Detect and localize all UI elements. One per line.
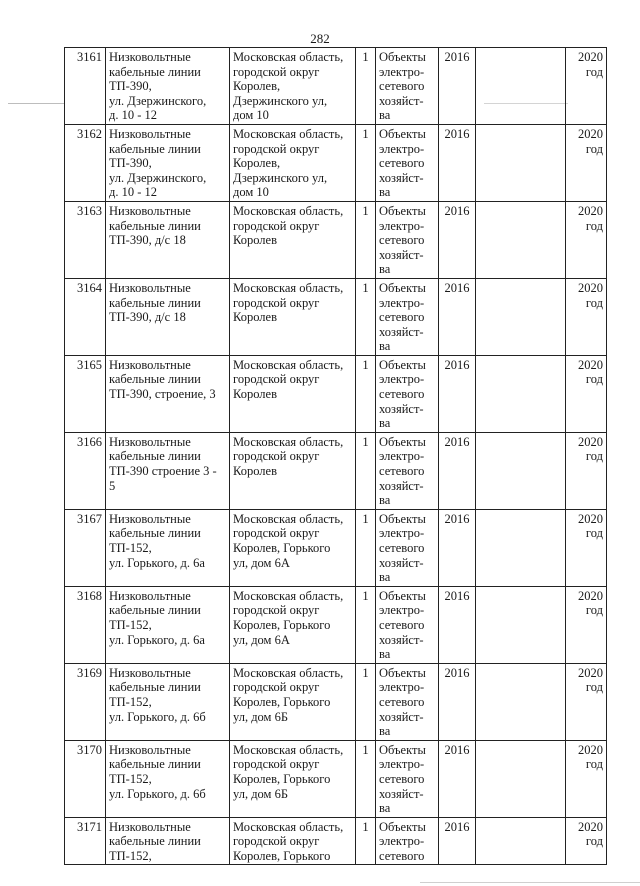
address-line: дом 10 xyxy=(233,185,269,200)
date-line: год xyxy=(585,834,603,849)
address-cell xyxy=(230,509,356,586)
year-cell: 2016 xyxy=(439,355,476,432)
object-name-line: кабельные линии xyxy=(109,64,201,79)
address-line: городской округ xyxy=(233,449,320,464)
date-line: 2020 xyxy=(578,665,603,680)
purpose-line: сетевого xyxy=(379,464,425,479)
purpose-cell xyxy=(376,201,439,278)
object-name-line: ул. Горького, д. 6а xyxy=(109,555,205,570)
quantity-cell: 1 xyxy=(356,48,376,125)
year-cell: 2016 xyxy=(439,817,476,865)
address-cell xyxy=(230,432,356,509)
address-line: городской округ xyxy=(233,141,320,156)
date-line: год xyxy=(585,372,603,387)
purpose-cell xyxy=(376,663,439,740)
purpose-line: электро- xyxy=(379,757,425,772)
table-row xyxy=(65,817,607,865)
date-line: 2020 xyxy=(578,819,603,834)
object-name-line: Низковольтные xyxy=(109,588,191,603)
quantity-cell: 1 xyxy=(356,278,376,355)
object-name-line: кабельные линии xyxy=(109,680,201,695)
address-cell xyxy=(230,817,356,865)
date-line: год xyxy=(585,757,603,772)
date-cell xyxy=(566,355,607,432)
year-cell: 2016 xyxy=(439,509,476,586)
address-line: Московская область, xyxy=(233,434,344,449)
purpose-line: электро- xyxy=(379,526,425,541)
date-cell xyxy=(566,586,607,663)
purpose-cell xyxy=(376,124,439,201)
object-name-cell xyxy=(106,509,230,586)
address-line: ул, дом 6А xyxy=(233,555,290,570)
object-name-line: кабельные линии xyxy=(109,834,201,849)
year-cell: 2016 xyxy=(439,663,476,740)
row-number-cell: 3162 xyxy=(65,124,106,201)
address-cell xyxy=(230,124,356,201)
address-cell xyxy=(230,740,356,817)
object-name-line: Низковольтные xyxy=(109,742,191,757)
object-name-line: кабельные линии xyxy=(109,218,201,233)
year-cell: 2016 xyxy=(439,432,476,509)
address-line: Московская область, xyxy=(233,357,344,372)
purpose-cell xyxy=(376,355,439,432)
purpose-line: Объекты xyxy=(379,50,426,64)
date-line: 2020 xyxy=(578,50,603,64)
object-name-line: Низковольтные xyxy=(109,434,191,449)
row-number-cell: 3164 xyxy=(65,278,106,355)
table-row xyxy=(65,201,607,278)
date-line: год xyxy=(585,141,603,156)
year-cell: 2016 xyxy=(439,278,476,355)
row-number-cell: 3166 xyxy=(65,432,106,509)
address-line: городской округ xyxy=(233,834,320,849)
purpose-line: сетевого xyxy=(379,79,425,94)
date-line: 2020 xyxy=(578,588,603,603)
purpose-line: электро- xyxy=(379,218,425,233)
purpose-line: электро- xyxy=(379,603,425,618)
date-cell xyxy=(566,740,607,817)
purpose-line: ва xyxy=(379,416,391,431)
address-line: городской округ xyxy=(233,603,320,618)
row-number-cell: 3170 xyxy=(65,740,106,817)
purpose-cell xyxy=(376,509,439,586)
address-line: Королев, Горького xyxy=(233,617,331,632)
object-name-line: ТП-152, xyxy=(109,771,152,786)
register-table xyxy=(64,47,607,865)
purpose-cell xyxy=(376,278,439,355)
object-name-line: кабельные линии xyxy=(109,372,201,387)
object-name-line: кабельные линии xyxy=(109,141,201,156)
object-name-line: Низковольтные xyxy=(109,126,191,141)
year-cell: 2016 xyxy=(439,586,476,663)
address-line: Дзержинского ул, xyxy=(233,93,328,108)
row-number-cell: 3165 xyxy=(65,355,106,432)
purpose-line: ва xyxy=(379,493,391,508)
object-name-line: Низковольтные xyxy=(109,357,191,372)
purpose-line: электро- xyxy=(379,372,425,387)
year-cell: 2016 xyxy=(439,124,476,201)
date-cell xyxy=(566,509,607,586)
object-name-line: д. 10 - 12 xyxy=(109,108,158,123)
date-line: год xyxy=(585,64,603,79)
purpose-line: хозяйст- xyxy=(379,324,424,339)
address-line: дом 10 xyxy=(233,108,269,123)
quantity-cell: 1 xyxy=(356,201,376,278)
quantity-cell: 1 xyxy=(356,663,376,740)
address-line: Королев, xyxy=(233,79,281,94)
object-name-line: ул. Горького, д. 6а xyxy=(109,632,205,647)
date-line: год xyxy=(585,680,603,695)
purpose-line: сетевого xyxy=(379,387,425,402)
date-line: год xyxy=(585,449,603,464)
object-name-cell xyxy=(106,201,230,278)
page-number: 282 xyxy=(310,31,330,46)
scan-artifact-line xyxy=(8,103,64,104)
purpose-line: хозяйст- xyxy=(379,555,424,570)
object-name-line: кабельные линии xyxy=(109,526,201,541)
year-cell: 2016 xyxy=(439,201,476,278)
object-name-line: ТП-390, xyxy=(109,79,152,94)
quantity-cell: 1 xyxy=(356,509,376,586)
row-number-cell: 3163 xyxy=(65,201,106,278)
object-name-cell xyxy=(106,663,230,740)
table-row xyxy=(65,355,607,432)
purpose-line: ва xyxy=(379,801,391,816)
purpose-line: хозяйст- xyxy=(379,247,424,262)
object-name-line: кабельные линии xyxy=(109,603,201,618)
purpose-cell xyxy=(376,48,439,125)
empty-cell xyxy=(476,817,566,865)
purpose-line: хозяйст- xyxy=(379,786,424,801)
object-name-cell xyxy=(106,432,230,509)
address-line: городской округ xyxy=(233,372,320,387)
empty-cell xyxy=(476,509,566,586)
address-cell xyxy=(230,201,356,278)
year-cell: 2016 xyxy=(439,48,476,125)
purpose-line: ва xyxy=(379,108,391,123)
address-line: ул, дом 6Б xyxy=(233,709,289,724)
address-line: городской округ xyxy=(233,757,320,772)
object-name-line: Низковольтные xyxy=(109,280,191,295)
date-line: 2020 xyxy=(578,434,603,449)
address-line: Королев, Горького xyxy=(233,541,331,555)
date-cell xyxy=(566,817,607,865)
purpose-line: Объекты xyxy=(379,665,426,680)
purpose-line: электро- xyxy=(379,834,425,849)
object-name-line: ТП-390, строение, 3 xyxy=(109,387,216,402)
purpose-line: Объекты xyxy=(379,588,426,603)
purpose-line: ва xyxy=(379,185,391,200)
address-line: Московская область, xyxy=(233,742,344,757)
date-cell xyxy=(566,278,607,355)
object-name-cell xyxy=(106,740,230,817)
purpose-line: хозяйст- xyxy=(379,709,424,724)
object-name-line: Низковольтные xyxy=(109,665,191,680)
purpose-line: Объекты xyxy=(379,511,426,526)
purpose-line: сетевого xyxy=(379,617,425,632)
purpose-cell xyxy=(376,432,439,509)
purpose-line: Объекты xyxy=(379,742,426,757)
object-name-line: ТП-152, xyxy=(109,694,152,709)
empty-cell xyxy=(476,278,566,355)
purpose-line: электро- xyxy=(379,680,425,695)
address-line: Московская область, xyxy=(233,588,344,603)
purpose-line: электро- xyxy=(379,64,425,79)
date-line: год xyxy=(585,218,603,233)
date-line: год xyxy=(585,603,603,618)
row-number-cell: 3161 xyxy=(65,48,106,125)
purpose-line: сетевого xyxy=(379,156,425,171)
quantity-cell: 1 xyxy=(356,817,376,865)
date-line: год xyxy=(585,526,603,541)
table-row xyxy=(65,278,607,355)
table-row xyxy=(65,124,607,201)
purpose-line: электро- xyxy=(379,141,425,156)
empty-cell xyxy=(476,663,566,740)
address-line: Королев xyxy=(233,310,277,325)
object-name-line: ТП-152, xyxy=(109,541,152,555)
address-cell xyxy=(230,355,356,432)
date-cell xyxy=(566,124,607,201)
object-name-cell xyxy=(106,278,230,355)
purpose-line: Объекты xyxy=(379,280,426,295)
quantity-cell: 1 xyxy=(356,586,376,663)
address-line: городской округ xyxy=(233,680,320,695)
object-name-line: ул. Дзержинского, xyxy=(109,93,207,108)
address-line: ул, дом 6Б xyxy=(233,786,289,801)
quantity-cell: 1 xyxy=(356,432,376,509)
object-name-cell xyxy=(106,355,230,432)
purpose-line: Объекты xyxy=(379,434,426,449)
purpose-line: Объекты xyxy=(379,126,426,141)
purpose-line: Объекты xyxy=(379,203,426,218)
row-number-cell: 3169 xyxy=(65,663,106,740)
purpose-line: хозяйст- xyxy=(379,401,424,416)
object-name-line: кабельные линии xyxy=(109,449,201,464)
purpose-line: хозяйст- xyxy=(379,93,424,108)
table-row xyxy=(65,663,607,740)
object-name-line: ТП-390, xyxy=(109,156,152,171)
purpose-line: ва xyxy=(379,262,391,277)
purpose-line: хозяйст- xyxy=(379,170,424,185)
purpose-line: сетевого xyxy=(379,848,425,863)
object-name-cell xyxy=(106,586,230,663)
object-name-line: ТП-390, д/с 18 xyxy=(109,310,186,325)
object-name-line: ул. Дзержинского, xyxy=(109,170,207,185)
empty-cell xyxy=(476,740,566,817)
object-name-line: ТП-152, xyxy=(109,617,152,632)
purpose-line: хозяйст- xyxy=(379,478,424,493)
row-number-cell: 3171 xyxy=(65,817,106,865)
object-name-cell xyxy=(106,48,230,125)
row-number-cell: 3168 xyxy=(65,586,106,663)
object-name-line: 5 xyxy=(109,478,116,493)
address-line: Московская область, xyxy=(233,50,344,64)
address-line: Королев, Горького xyxy=(233,694,331,709)
scan-artifact-line xyxy=(420,882,640,883)
date-cell xyxy=(566,432,607,509)
purpose-line: сетевого xyxy=(379,694,425,709)
purpose-line: сетевого xyxy=(379,771,425,786)
object-name-line: ТП-390, д/с 18 xyxy=(109,233,186,248)
purpose-line: электро- xyxy=(379,295,425,310)
object-name-line: Низковольтные xyxy=(109,819,191,834)
date-cell xyxy=(566,663,607,740)
address-line: Московская область, xyxy=(233,126,344,141)
purpose-line: ва xyxy=(379,339,391,354)
address-cell xyxy=(230,586,356,663)
year-cell: 2016 xyxy=(439,740,476,817)
table-row xyxy=(65,586,607,663)
object-name-line: кабельные линии xyxy=(109,757,201,772)
quantity-cell: 1 xyxy=(356,355,376,432)
purpose-line: Объекты xyxy=(379,357,426,372)
empty-cell xyxy=(476,48,566,125)
address-line: Московская область, xyxy=(233,819,344,834)
purpose-line: ва xyxy=(379,647,391,662)
date-line: 2020 xyxy=(578,203,603,218)
row-number-cell: 3167 xyxy=(65,509,106,586)
object-name-line: д. 10 - 12 xyxy=(109,185,158,200)
quantity-cell: 1 xyxy=(356,124,376,201)
address-line: ул, дом 6А xyxy=(233,632,290,647)
address-line: Королев xyxy=(233,233,277,248)
date-line: 2020 xyxy=(578,357,603,372)
empty-cell xyxy=(476,201,566,278)
purpose-line: ва xyxy=(379,724,391,739)
purpose-line: ва xyxy=(379,570,391,585)
purpose-cell xyxy=(376,586,439,663)
address-line: Королев xyxy=(233,387,277,402)
empty-cell xyxy=(476,124,566,201)
object-name-line: ТП-390 строение 3 - xyxy=(109,464,217,479)
purpose-line: сетевого xyxy=(379,310,425,325)
purpose-line: хозяйст- xyxy=(379,632,424,647)
object-name-line: ТП-152, xyxy=(109,848,152,863)
address-line: Королев, xyxy=(233,156,281,171)
empty-cell xyxy=(476,355,566,432)
date-line: 2020 xyxy=(578,280,603,295)
date-line: 2020 xyxy=(578,742,603,757)
address-line: Королев, Горького xyxy=(233,771,331,786)
object-name-line: кабельные линии xyxy=(109,295,201,310)
address-cell xyxy=(230,278,356,355)
object-name-line: ул. Горького, д. 6б xyxy=(109,786,206,801)
address-line: Московская область, xyxy=(233,665,344,680)
address-line: Московская область, xyxy=(233,280,344,295)
date-cell xyxy=(566,48,607,125)
date-line: 2020 xyxy=(578,511,603,526)
object-name-line: ул. Горького, д. 6б xyxy=(109,709,206,724)
address-line: городской округ xyxy=(233,295,320,310)
address-line: Московская область, xyxy=(233,203,344,218)
address-line: Королев, Горького xyxy=(233,848,331,863)
address-cell xyxy=(230,663,356,740)
address-line: городской округ xyxy=(233,218,320,233)
quantity-cell: 1 xyxy=(356,740,376,817)
purpose-line: электро- xyxy=(379,449,425,464)
object-name-cell xyxy=(106,817,230,865)
purpose-line: сетевого xyxy=(379,541,425,555)
object-name-line: Низковольтные xyxy=(109,511,191,526)
date-line: 2020 xyxy=(578,126,603,141)
purpose-cell xyxy=(376,740,439,817)
address-line: Королев xyxy=(233,464,277,479)
address-line: Московская область, xyxy=(233,511,344,526)
table-row xyxy=(65,432,607,509)
empty-cell xyxy=(476,586,566,663)
purpose-cell xyxy=(376,817,439,865)
purpose-line: Объекты xyxy=(379,819,426,834)
register-table-body xyxy=(65,48,607,865)
object-name-line: Низковольтные xyxy=(109,50,191,64)
address-line: Дзержинского ул, xyxy=(233,170,328,185)
address-cell xyxy=(230,48,356,125)
table-row xyxy=(65,740,607,817)
object-name-line: Низковольтные xyxy=(109,203,191,218)
table-row xyxy=(65,509,607,586)
purpose-line: сетевого xyxy=(379,233,425,248)
address-line: городской округ xyxy=(233,64,320,79)
date-cell xyxy=(566,201,607,278)
empty-cell xyxy=(476,432,566,509)
address-line: городской округ xyxy=(233,526,320,541)
table-row xyxy=(65,48,607,125)
object-name-cell xyxy=(106,124,230,201)
date-line: год xyxy=(585,295,603,310)
